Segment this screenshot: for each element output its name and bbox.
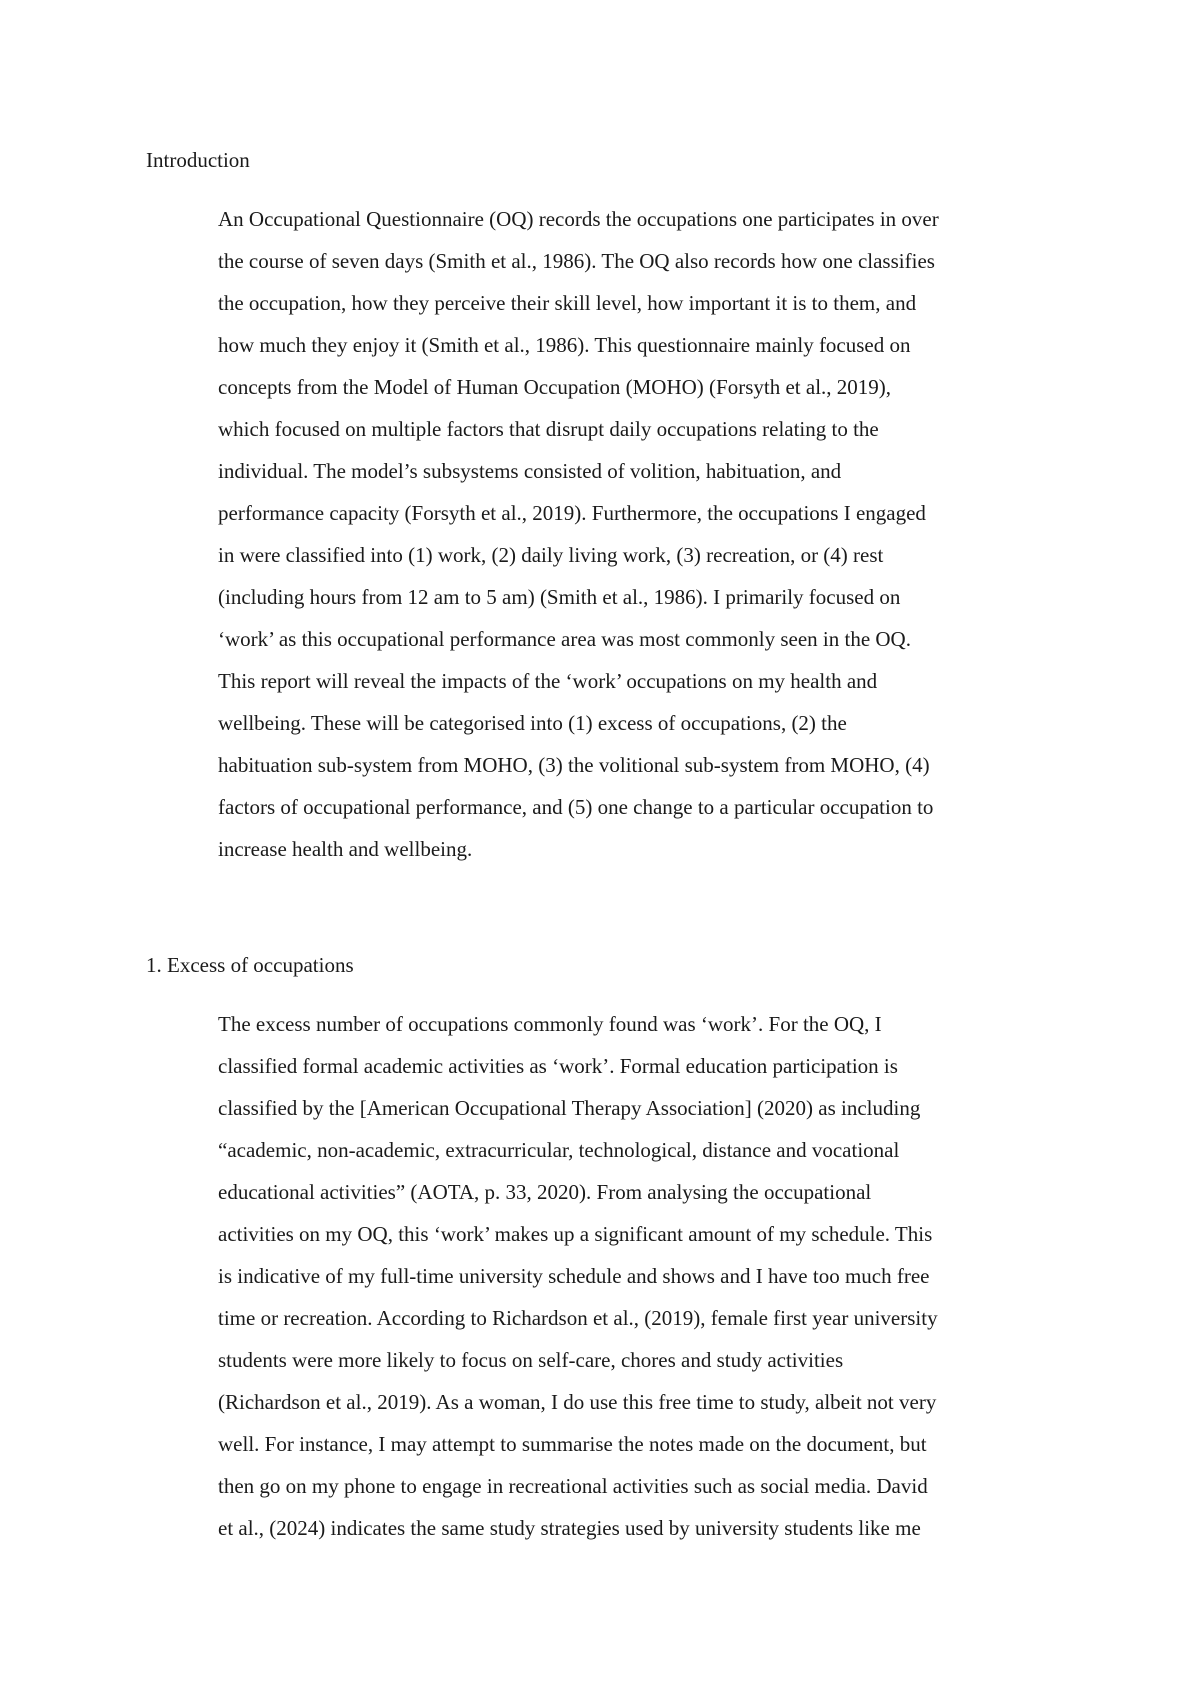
- paragraph-line: concepts from the Model of Human Occupation (MOHO) (Forsyth et al., 2019),: [218, 375, 892, 399]
- paragraph-line: ‘work’ as this occupational performance area was most commonly seen in the OQ.: [218, 627, 911, 651]
- paragraph-line: how much they enjoy it (Smith et al., 1986). This questionnaire mainly focused on: [218, 333, 911, 357]
- paragraph-line: The excess number of occupations commonly found was ‘work’. For the OQ, I: [218, 1012, 882, 1036]
- paragraph-line: (including hours from 12 am to 5 am) (Smith et al., 1986). I primarily focused on: [218, 585, 901, 609]
- paragraph-line: wellbeing. These will be categorised into (1) excess of occupations, (2) the: [218, 711, 847, 735]
- introduction-paragraph: [218, 198, 939, 870]
- paragraph-line: et al., (2024) indicates the same study strategies used by university students like me: [218, 1516, 921, 1540]
- paragraph-line: in were classified into (1) work, (2) daily living work, (3) recreation, or (4) rest: [218, 543, 884, 567]
- section-heading-excess-of-occupations: 1. Excess of occupations: [146, 953, 354, 977]
- paragraph-line: activities on my OQ, this ‘work’ makes up a significant amount of my schedule. This: [218, 1222, 933, 1246]
- paragraph-line: classified by the [American Occupational Therapy Association] (2020) as including: [218, 1096, 921, 1120]
- paragraph-line: performance capacity (Forsyth et al., 2019). Furthermore, the occupations I engaged: [218, 501, 926, 525]
- paragraph-line: then go on my phone to engage in recreational activities such as social media. David: [218, 1474, 928, 1498]
- paragraph-line: the course of seven days (Smith et al., 1986). The OQ also records how one classifies: [218, 249, 935, 273]
- paragraph-line: classified formal academic activities as ‘work’. Formal education participation is: [218, 1054, 898, 1078]
- paragraph-line: This report will reveal the impacts of the ‘work’ occupations on my health and: [218, 669, 878, 693]
- paragraph-line: educational activities” (AOTA, p. 33, 2020). From analysing the occupational: [218, 1180, 872, 1204]
- paragraph-line: students were more likely to focus on self-care, chores and study activities: [218, 1348, 844, 1372]
- paragraph-line: time or recreation. According to Richardson et al., (2019), female first year university: [218, 1306, 938, 1330]
- paragraph-line: (Richardson et al., 2019). As a woman, I do use this free time to study, albeit not very: [218, 1390, 937, 1414]
- excess-of-occupations-paragraph: [218, 1003, 938, 1549]
- paragraph-line: the occupation, how they perceive their skill level, how important it is to them, and: [218, 291, 917, 315]
- paragraph-line: habituation sub-system from MOHO, (3) the volitional sub-system from MOHO, (4): [218, 753, 930, 777]
- paragraph-line: which focused on multiple factors that disrupt daily occupations relating to the: [218, 417, 879, 441]
- paragraph-line: factors of occupational performance, and (5) one change to a particular occupation to: [218, 795, 934, 819]
- paragraph-line: An Occupational Questionnaire (OQ) records the occupations one participates in over: [218, 207, 939, 231]
- paragraph-line: “academic, non-academic, extracurricular, technological, distance and vocational: [218, 1138, 900, 1162]
- section-heading-introduction: Introduction: [146, 148, 250, 172]
- paragraph-line: is indicative of my full-time university schedule and shows and I have too much free: [218, 1264, 930, 1288]
- paragraph-line: individual. The model’s subsystems consisted of volition, habituation, and: [218, 459, 842, 483]
- paragraph-line: increase health and wellbeing.: [218, 837, 473, 861]
- paragraph-line: well. For instance, I may attempt to summarise the notes made on the document, but: [218, 1432, 927, 1456]
